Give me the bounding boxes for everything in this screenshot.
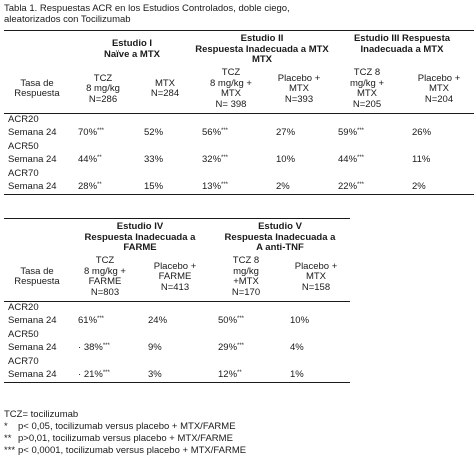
study-i-header: Estudio I Naïve a MTX — [104, 38, 160, 60]
study-iii-header: Estudio III Respuesta Inadecuada a MTX — [353, 33, 451, 55]
table-cell: 29%*** — [218, 342, 245, 354]
col-tcz-study-iv: TCZ 8 mg/kg + FARME N=803 — [84, 255, 126, 298]
table-cell: 4% — [290, 342, 304, 354]
footnote-1: * p< 0,05, tocilizumab versus placebo + MTX/FARME — [4, 421, 236, 432]
table-row — [4, 369, 350, 383]
table-cell: 26% — [412, 127, 432, 139]
col-placebo-study-v: Placebo + MTX N=158 — [294, 260, 338, 293]
table-caption — [4, 3, 304, 25]
footnote-tcz: TCZ= tocilizumab — [4, 409, 79, 420]
study-v-header: Estudio V Respuesta Inadecuada a A anti-TNF — [224, 221, 336, 253]
table-cell: 11% — [412, 154, 431, 166]
table-row — [4, 315, 350, 329]
table-cell: 10% — [290, 315, 310, 327]
table-1-body — [4, 114, 474, 195]
caption-line-1: Tabla 1. Respuestas ACR en los Estudios Controlados, doble ciego, — [4, 3, 290, 14]
footnotes — [4, 409, 246, 457]
table-row — [4, 342, 350, 356]
table-cell: 12%** — [218, 369, 242, 380]
col-tcz-study-iii: TCZ 8 mg/kg + MTX N=205 — [349, 67, 385, 110]
measure-label: ACR70 — [8, 355, 39, 367]
group-row — [4, 356, 350, 369]
col-placebo-study-ii: Placebo + MTX N=393 — [277, 72, 321, 105]
table-cell: 22%*** — [338, 181, 365, 192]
footnote-2: ** p>0,01, tocilizumab versus placebo + MTX/FARME — [4, 433, 233, 444]
table-cell: 32%*** — [202, 154, 229, 166]
group-row — [4, 114, 474, 127]
group-row — [4, 329, 350, 342]
col-tcz-study-v: TCZ 8 mg/kg +MTX N=170 — [231, 255, 261, 298]
week-label: Semana 24 — [8, 369, 57, 380]
table-cell: 56%*** — [202, 127, 229, 139]
table-cell: 24% — [148, 315, 168, 327]
week-label: Semana 24 — [8, 315, 57, 327]
study-iv-header: Estudio IV Respuesta Inadecuada a FARME — [84, 221, 196, 253]
col-tcz-study-ii: TCZ 8 mg/kg + MTX N= 398 — [210, 67, 252, 110]
table-cell: 44%** — [78, 154, 102, 166]
acr-table-1 — [4, 30, 474, 195]
table-cell: 70%*** — [78, 127, 105, 139]
col-mtx-study-i: MTX N=284 — [150, 77, 180, 100]
footnote-3: *** p< 0,0001, tocilizumab versus placebo + MTX/FARME — [4, 445, 247, 456]
col-placebo-study-iv: Placebo + FARME N=413 — [153, 260, 197, 293]
col-tcz-study-i: TCZ 8 mg/kg N=286 — [86, 72, 120, 105]
row-header-2: Tasa de Respuesta — [14, 265, 60, 288]
week-label: Semana 24 — [8, 342, 57, 354]
table-cell: 9% — [148, 342, 162, 354]
col-placebo-study-iii: Placebo + MTX N=204 — [417, 72, 461, 105]
table-cell: 10% — [276, 154, 296, 166]
table-row — [4, 127, 474, 141]
table-cell: · 38%*** — [78, 342, 110, 354]
table-2-body — [4, 302, 350, 383]
table-cell: 2% — [276, 181, 290, 192]
row-header: Tasa de Respuesta — [14, 77, 60, 100]
table-cell: · 21%*** — [78, 369, 110, 380]
table-row — [4, 154, 474, 168]
table-row — [4, 181, 474, 195]
measure-label: ACR20 — [8, 114, 39, 125]
week-label: Semana 24 — [8, 127, 57, 139]
table-cell: 50%*** — [218, 315, 245, 327]
table-cell: 59%*** — [338, 127, 365, 139]
measure-label: ACR20 — [8, 302, 39, 313]
measure-label: ACR50 — [8, 328, 39, 340]
table-cell: 2% — [412, 181, 426, 192]
table-cell: 15% — [144, 181, 164, 192]
caption-line-2: aleatorizados con Tocilizumab — [4, 14, 131, 25]
table-cell: 33% — [144, 154, 164, 166]
table-cell: 52% — [144, 127, 164, 139]
acr-table-2 — [4, 218, 350, 383]
week-label: Semana 24 — [8, 154, 57, 166]
measure-label: ACR50 — [8, 140, 39, 152]
group-row — [4, 302, 350, 315]
table-cell: 27% — [276, 127, 296, 139]
table-cell: 44%*** — [338, 154, 365, 166]
table-cell: 1% — [290, 369, 304, 380]
week-label: Semana 24 — [8, 181, 57, 192]
study-ii-header: Estudio II Respuesta Inadecuada a MTX MTX — [195, 33, 329, 65]
table-cell: 61%*** — [78, 315, 105, 327]
table-cell: 3% — [148, 369, 162, 380]
table-cell: 28%** — [78, 181, 102, 192]
group-row — [4, 168, 474, 181]
measure-label: ACR70 — [8, 167, 39, 179]
group-row — [4, 141, 474, 154]
table-cell: 13%*** — [202, 181, 229, 192]
